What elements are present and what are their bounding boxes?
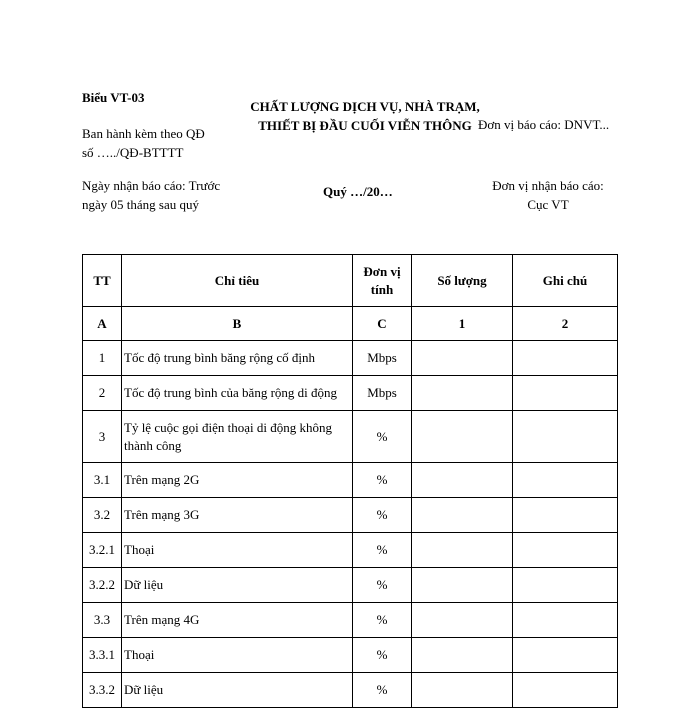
- row-unit: %: [353, 498, 412, 533]
- row-unit: %: [353, 603, 412, 638]
- report-table: [82, 254, 618, 708]
- index-cell: B: [122, 307, 353, 341]
- row-quantity[interactable]: [412, 498, 513, 533]
- row-quantity[interactable]: [412, 411, 513, 463]
- table-row: [83, 341, 618, 376]
- index-cell: A: [83, 307, 122, 341]
- index-cell: 2: [513, 307, 618, 341]
- header-unit: [353, 255, 412, 307]
- row-tt: 3.2.1: [83, 533, 122, 568]
- row-note[interactable]: [513, 376, 618, 411]
- row-quantity[interactable]: [412, 673, 513, 708]
- row-indicator: Dữ liệu: [122, 568, 353, 603]
- table-row: [83, 673, 618, 708]
- index-row: [83, 307, 618, 341]
- issued-line-2: số …../QĐ-BTTTT: [82, 145, 184, 160]
- header-indicator: Chỉ tiêu: [122, 255, 353, 307]
- issued-line-1: Ban hành kèm theo QĐ: [82, 126, 205, 141]
- row-tt: 3.2.2: [83, 568, 122, 603]
- row-note[interactable]: [513, 533, 618, 568]
- header-note: Ghi chú: [513, 255, 618, 307]
- receiving-unit-line-1: Đơn vị nhận báo cáo:: [492, 178, 604, 193]
- row-indicator: Trên mạng 4G: [122, 603, 353, 638]
- row-note[interactable]: [513, 498, 618, 533]
- table-row: [83, 411, 618, 463]
- row-unit: %: [353, 673, 412, 708]
- reporting-unit: Đơn vị báo cáo: DNVT...: [478, 117, 610, 132]
- row-indicator: Tốc độ trung bình của băng rộng di động: [122, 376, 353, 411]
- row-tt: 3.3.1: [83, 638, 122, 673]
- index-cell: C: [353, 307, 412, 341]
- row-tt: 2: [83, 376, 122, 411]
- row-quantity[interactable]: [412, 341, 513, 376]
- row-quantity[interactable]: [412, 603, 513, 638]
- row-quantity[interactable]: [412, 533, 513, 568]
- table-row: [83, 463, 618, 498]
- row-note[interactable]: [513, 411, 618, 463]
- row-note[interactable]: [513, 463, 618, 498]
- table-row: [83, 603, 618, 638]
- row-unit: %: [353, 533, 412, 568]
- row-unit: Mbps: [353, 376, 412, 411]
- row-unit: %: [353, 568, 412, 603]
- header-quantity: Số lượng: [412, 255, 513, 307]
- row-note[interactable]: [513, 638, 618, 673]
- row-tt: 3: [83, 411, 122, 463]
- index-cell: 1: [412, 307, 513, 341]
- row-unit: %: [353, 463, 412, 498]
- row-tt: 1: [83, 341, 122, 376]
- receiving-unit-line-2: Cục VT: [527, 197, 569, 212]
- row-note[interactable]: [513, 603, 618, 638]
- row-quantity[interactable]: [412, 463, 513, 498]
- table-header-row: [83, 255, 618, 307]
- receiving-unit: [478, 176, 618, 214]
- table-row: [83, 376, 618, 411]
- header-unit-text: Đơn vị tính: [363, 263, 401, 297]
- receive-date: [82, 176, 220, 214]
- row-note[interactable]: [513, 568, 618, 603]
- row-tt: 3.1: [83, 463, 122, 498]
- row-quantity[interactable]: [412, 376, 513, 411]
- table-row: [83, 568, 618, 603]
- report-title: CHẤT LƯỢNG DỊCH VỤ, NHÀ TRẠM, THIẾT BỊ ĐẦU CUỐI VIỄN THÔNG: [250, 99, 480, 133]
- row-tt: 3.3.2: [83, 673, 122, 708]
- row-indicator: Dữ liệu: [122, 673, 353, 708]
- row-note[interactable]: [513, 341, 618, 376]
- table-row: [83, 498, 618, 533]
- row-note[interactable]: [513, 673, 618, 708]
- row-indicator: Tỷ lệ cuộc gọi điện thoại di động không thành công: [122, 411, 353, 463]
- row-indicator: Trên mạng 3G: [122, 498, 353, 533]
- row-indicator: Trên mạng 2G: [122, 463, 353, 498]
- table-row: [83, 533, 618, 568]
- header-tt: TT: [83, 255, 122, 307]
- row-unit: %: [353, 411, 412, 463]
- report-quarter: Quý …/20…: [323, 184, 393, 199]
- row-indicator: Thoại: [122, 638, 353, 673]
- row-indicator: Tốc độ trung bình băng rộng cố định: [122, 341, 353, 376]
- row-tt: 3.3: [83, 603, 122, 638]
- form-code: Biểu VT-03: [82, 90, 145, 105]
- row-unit: %: [353, 638, 412, 673]
- receive-date-line-2: ngày 05 tháng sau quý: [82, 197, 199, 212]
- row-unit: Mbps: [353, 341, 412, 376]
- row-quantity[interactable]: [412, 568, 513, 603]
- row-indicator: Thoại: [122, 533, 353, 568]
- row-quantity[interactable]: [412, 638, 513, 673]
- row-tt: 3.2: [83, 498, 122, 533]
- receive-date-line-1: Ngày nhận báo cáo: Trước: [82, 178, 221, 193]
- issued-decision: [82, 124, 205, 162]
- table-row: [83, 638, 618, 673]
